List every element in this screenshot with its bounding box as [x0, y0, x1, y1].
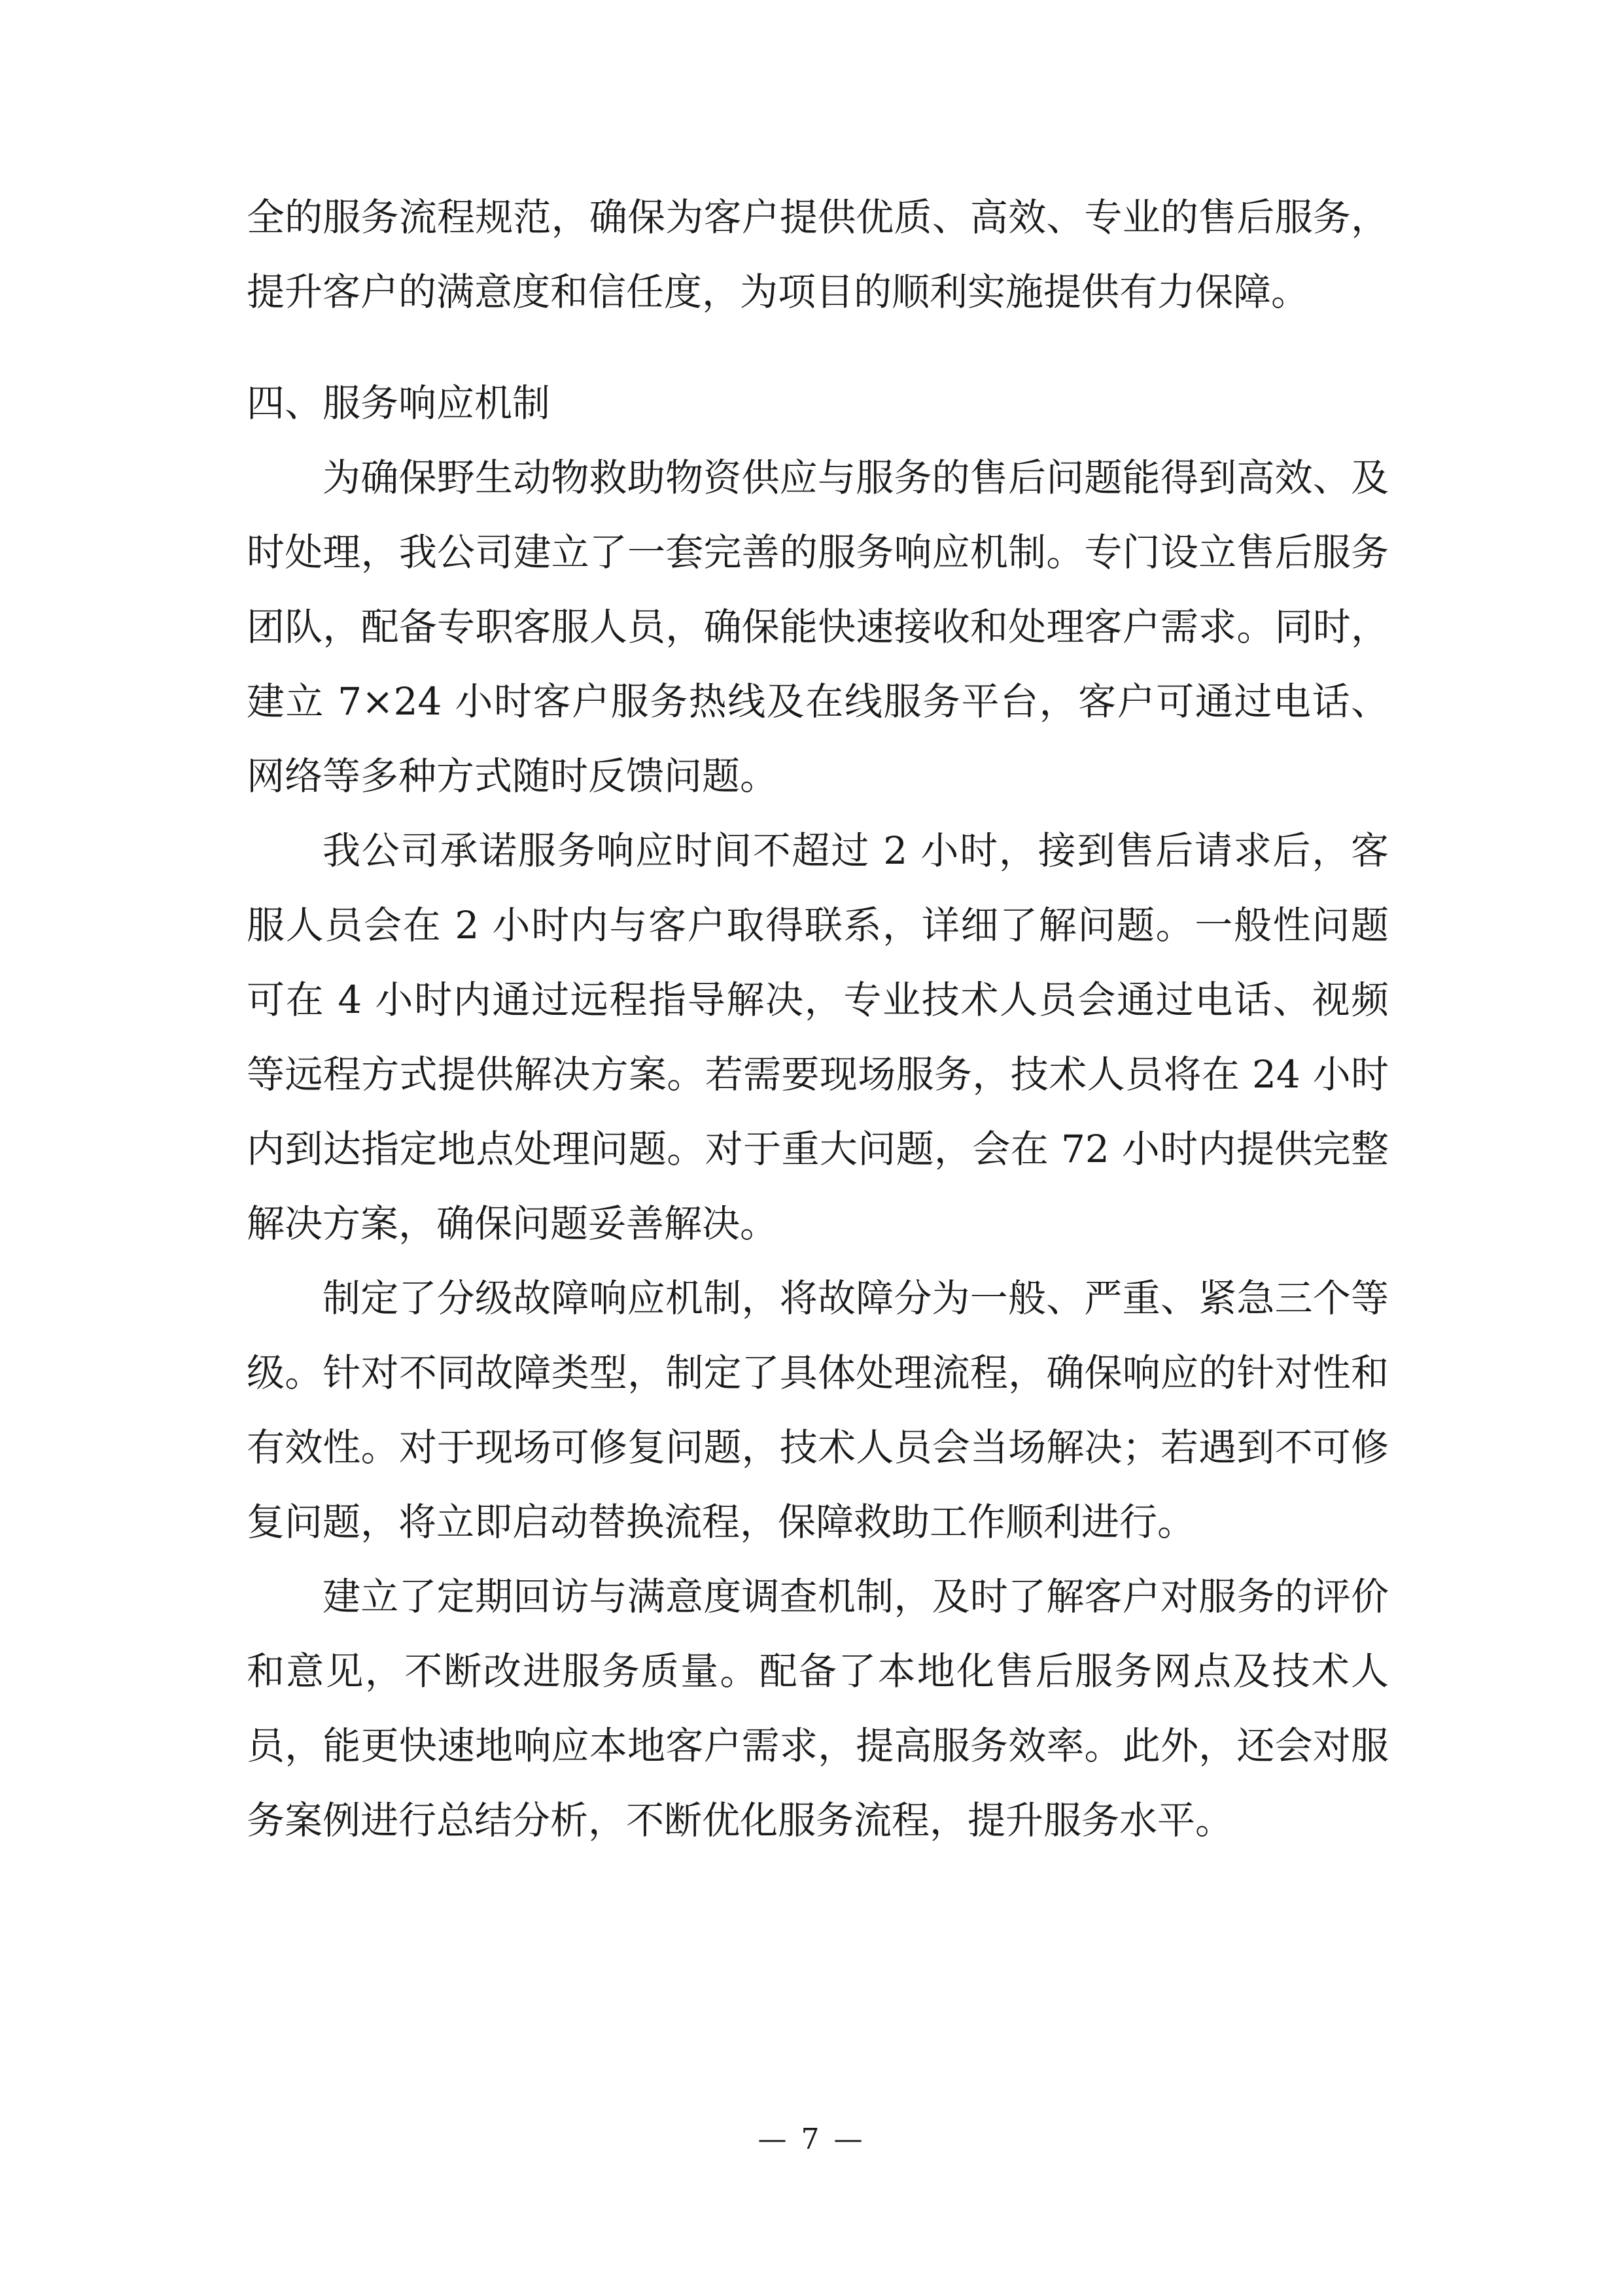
- body-paragraph-2: 我公司承诺服务响应时间不超过 2 小时，接到售后请求后，客服人员会在 2 小时内与客户取得联系，详细了解问题。一般性问题可在 4 小时内通过远程指导解决，专业技术人员会通过电话、视频等远程方式提供解决方案。若需要现场服务，技术人员将在 24 小时内到达指定地点处理问题。对于重大问题，会在 72 小时内提供完整解决方案，确保问题妥善解决。: [247, 828, 1389, 1246]
- section-heading: 四、服务响应机制: [247, 381, 551, 425]
- body-paragraph-1: 为确保野生动物救助物资供应与服务的售后问题能得到高效、及时处理，我公司建立了一套完善的服务响应机制。专门设立售后服务团队，配备专职客服人员，确保能快速接收和处理客户需求。同时，建立 7×24 小时客户服务热线及在线服务平台，客户可通过电话、网络等多种方式随时反馈问题。: [247, 455, 1389, 798]
- body-paragraph-3: 制定了分级故障响应机制，将故障分为一般、严重、紧急三个等级。针对不同故障类型，制定了具体处理流程，确保响应的针对性和有效性。对于现场可修复问题，技术人员会当场解决；若遇到不可修复问题，将立即启动替换流程，保障救助工作顺利进行。: [247, 1276, 1389, 1544]
- page-body: [247, 180, 1389, 1858]
- page-number: — 7 —: [758, 2123, 865, 2156]
- continued-paragraph: 全的服务流程规范，确保为客户提供优质、高效、专业的售后服务，提升客户的满意度和信任度，为项目的顺利实施提供有力保障。: [247, 195, 1389, 314]
- body-paragraph-4: 建立了定期回访与满意度调查机制，及时了解客户对服务的评价和意见，不断改进服务质量。配备了本地化售后服务网点及技术人员，能更快速地响应本地客户需求，提高服务效率。此外，还会对服务案例进行总结分析，不断优化服务流程，提升服务水平。: [247, 1574, 1389, 1843]
